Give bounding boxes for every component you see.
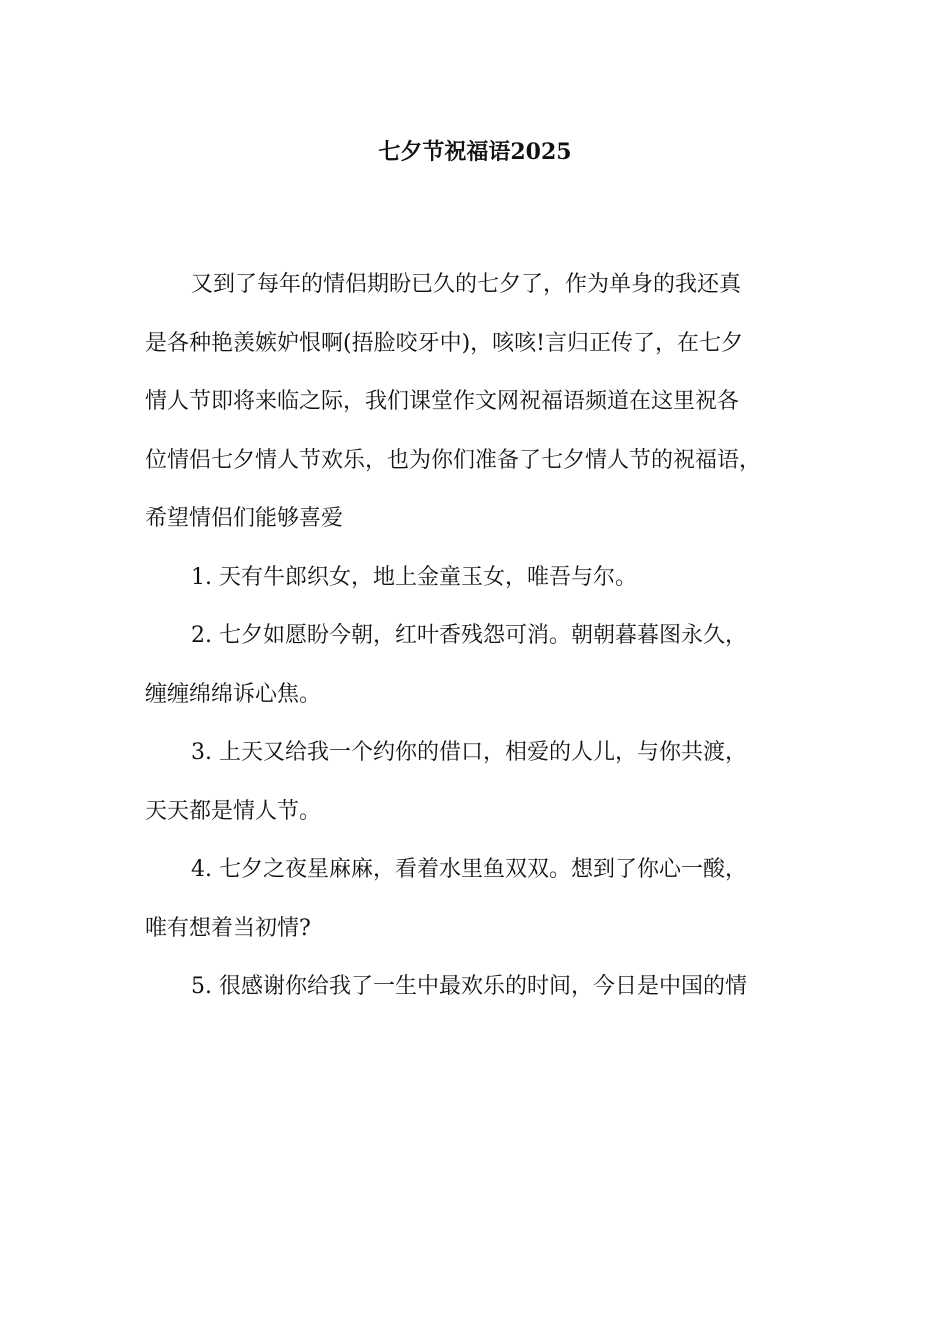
- list-item-line: 3. 上天又给我一个约你的借口，相爱的人儿，与你共渡，: [191, 740, 747, 765]
- paragraph-line: 是各种艳羡嫉妒恨啊(捂脸咬牙中)，咳咳!言归正传了，在七夕: [145, 330, 744, 356]
- paragraph-line: 又到了每年的情侣期盼已久的七夕了，作为单身的我还真: [191, 272, 742, 297]
- paragraph-line: 位情侣七夕情人节欢乐，也为你们准备了七夕情人节的祝福语，: [145, 447, 762, 473]
- list-item-line: 唯有想着当初情?: [145, 915, 311, 941]
- document-body: [145, 256, 825, 1017]
- list-item-line: 5. 很感谢你给我了一生中最欢乐的时间，今日是中国的情: [191, 974, 747, 999]
- list-item-line: 1. 天有牛郎织女，地上金童玉女，唯吾与尔。: [191, 564, 637, 590]
- list-item-line: 天天都是情人节。: [145, 798, 322, 824]
- paragraph-line: 希望情侣们能够喜爱: [145, 506, 344, 531]
- list-item-line: 2. 七夕如愿盼今朝，红叶香残怨可消。朝朝暮暮图永久，: [191, 623, 747, 648]
- list-item-line: 缠缠绵绵诉心焦。: [145, 681, 322, 707]
- list-item-line: 4. 七夕之夜星麻麻，看着水里鱼双双。想到了你心一酸，: [191, 857, 747, 882]
- document-title: 七夕节祝福语2025: [378, 139, 572, 165]
- paragraph-line: 情人节即将来临之际，我们课堂作文网祝福语频道在这里祝各: [145, 389, 740, 414]
